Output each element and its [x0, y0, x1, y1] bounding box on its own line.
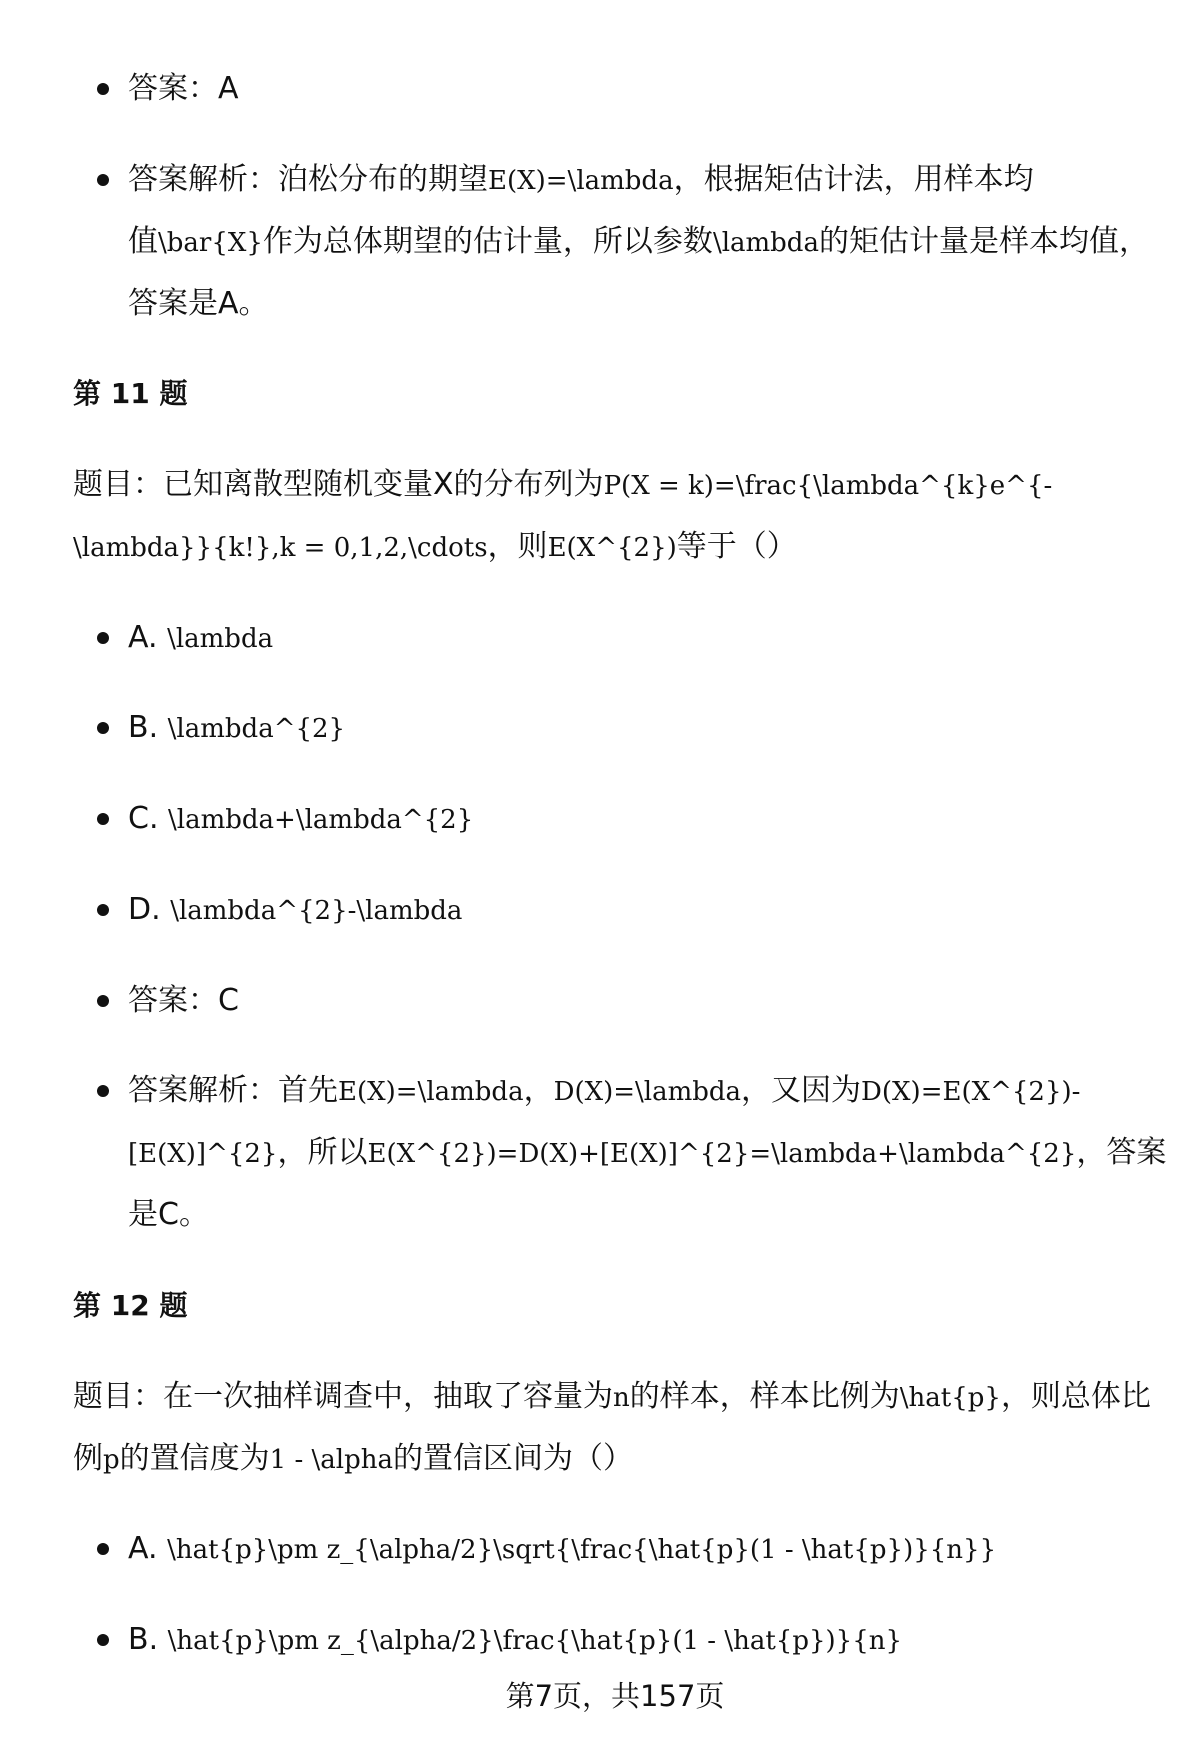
analysis-text: ，又因为: [741, 1073, 862, 1109]
option-line: [128, 607, 1200, 669]
analysis-text: 的矩估计量是样本均值，: [818, 223, 1149, 259]
math-expression: \lambda: [712, 227, 819, 258]
bullet-dot: [97, 1085, 109, 1097]
document-page: [0, 58, 1200, 1700]
q12-option-a: [0, 1518, 1200, 1580]
analysis-text: 作为总体期望的估计量，所以参数: [262, 223, 713, 259]
math-expression: P(X = k)=\frac{\lambda^{k}e^{-: [603, 471, 1053, 502]
q11-option-d: [0, 879, 1200, 941]
stem-line: [73, 454, 1200, 516]
option-line: [128, 1609, 1200, 1671]
bullet-dot: [97, 722, 109, 734]
stem-text: 等于（）: [676, 529, 797, 565]
option-expression: \lambda^{2}-\lambda: [170, 895, 463, 926]
bullet-dot: [97, 813, 109, 825]
stem-text: 例: [73, 1440, 103, 1476]
analysis-text: 答案解析：首先: [128, 1073, 338, 1109]
answer-line: [128, 970, 1200, 1032]
q11-option-a: [0, 607, 1200, 669]
q11-option-c: [0, 788, 1200, 850]
bullet-dot: [97, 83, 109, 95]
option-label: A.: [128, 619, 158, 655]
question-12-heading: [0, 1275, 1200, 1337]
bullet-dot: [97, 174, 109, 186]
math-expression: E(X^{2})=D(X)+[E(X)]^{2}=\lambda+\lambda^{2}: [367, 1139, 1077, 1170]
bullet-dot: [97, 904, 109, 916]
stem-text: ，则总体比: [1000, 1378, 1151, 1414]
stem-line: [73, 1366, 1200, 1428]
option-line: [128, 1518, 1200, 1580]
option-label: B.: [128, 1621, 159, 1657]
q10-analysis: [0, 149, 1200, 335]
analysis-line: [128, 1184, 1200, 1246]
stem-text: 题目：已知离散型随机变量X的分布列为: [73, 467, 604, 503]
stem-text: 的样本，样本比例为: [629, 1378, 900, 1414]
option-label: A.: [128, 1531, 158, 1567]
option-expression: \hat{p}\pm z_{\alpha/2}\frac{\hat{p}(1 - \hat{p})}{n}: [167, 1625, 903, 1656]
math-expression: E(X)=\lambda: [488, 165, 674, 196]
question-11-stem: [0, 454, 1200, 578]
math-expression: \lambda}}{k!},k = 0,1,2,\cdots: [73, 533, 488, 564]
option-expression: \hat{p}\pm z_{\alpha/2}\sqrt{\frac{\hat{p}(1 - \hat{p})}{n}}: [167, 1535, 997, 1566]
analysis-line: [128, 273, 1200, 335]
bullet-dot: [97, 632, 109, 644]
bullet-dot: [97, 1543, 109, 1555]
page-number-footer: 第7页，共157页: [505, 1679, 725, 1713]
bullet-dot: [97, 1634, 109, 1646]
math-expression: E(X)=\lambda: [338, 1077, 524, 1108]
analysis-text: 答案是A。: [128, 285, 269, 321]
q11-answer: [0, 970, 1200, 1032]
math-expression: [E(X)]^{2}: [128, 1139, 278, 1170]
question-11-heading: [0, 363, 1200, 425]
stem-line: [73, 516, 1200, 578]
math-expression: \bar{X}: [158, 227, 263, 258]
q10-answer: [0, 58, 1200, 120]
option-expression: \lambda+\lambda^{2}: [168, 805, 474, 836]
bullet-dot: [97, 995, 109, 1007]
math-expression: D(X)=E(X^{2})-: [861, 1077, 1081, 1108]
analysis-text: ，答案: [1076, 1135, 1167, 1171]
option-line: [128, 879, 1200, 941]
q12-option-b: [0, 1609, 1200, 1671]
answer-line: [128, 58, 1200, 120]
option-label: C.: [128, 801, 159, 837]
option-label: B.: [128, 710, 159, 746]
heading-text: 第 11 题: [73, 377, 188, 411]
analysis-text: 值: [128, 223, 158, 259]
analysis-line: [128, 1060, 1200, 1122]
answer-text: 答案：A: [128, 71, 239, 106]
stem-text: ，则: [487, 529, 548, 565]
question-12-stem: [0, 1366, 1200, 1490]
q11-analysis: [0, 1060, 1200, 1246]
option-line: [128, 697, 1200, 759]
option-line: [128, 788, 1200, 850]
option-expression: \lambda: [167, 623, 274, 654]
analysis-text: ，: [523, 1073, 554, 1109]
math-expression: 1 - \alpha: [269, 1444, 393, 1475]
math-expression: n: [613, 1382, 630, 1413]
analysis-line: [128, 211, 1200, 273]
answer-text: 答案：C: [128, 982, 239, 1018]
option-label: D.: [128, 891, 161, 927]
math-expression: \hat{p}: [899, 1382, 1001, 1413]
stem-text: 的置信区间为（）: [392, 1440, 633, 1476]
math-expression: p: [103, 1444, 120, 1475]
analysis-line: [128, 1122, 1200, 1184]
stem-line: [73, 1428, 1200, 1490]
math-expression: E(X^{2}): [547, 533, 677, 564]
heading-text: 第 12 题: [73, 1288, 188, 1322]
q11-option-b: [0, 697, 1200, 759]
stem-text: 的置信度为: [119, 1440, 270, 1476]
analysis-text: 答案解析：泊松分布的期望: [128, 161, 488, 197]
analysis-text: ，根据矩估计法，用样本均: [673, 161, 1034, 197]
option-expression: \lambda^{2}: [167, 714, 346, 745]
math-expression: D(X)=\lambda: [553, 1077, 742, 1108]
analysis-line: [128, 149, 1200, 211]
analysis-text: ，所以: [277, 1135, 368, 1171]
stem-text: 题目：在一次抽样调查中，抽取了容量为: [73, 1378, 613, 1414]
analysis-text: 是C。: [128, 1197, 209, 1233]
